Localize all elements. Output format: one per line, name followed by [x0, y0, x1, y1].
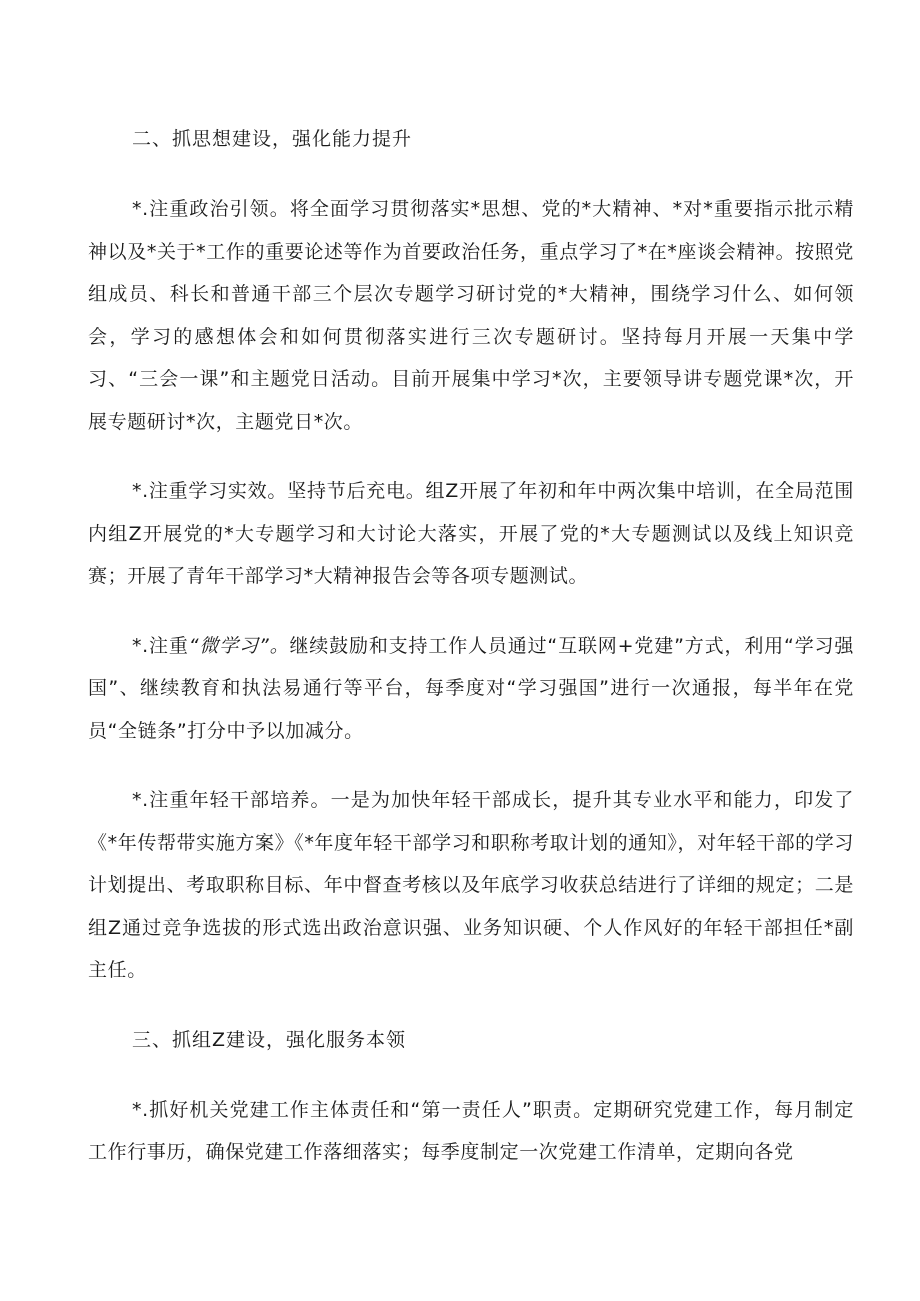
micro-learning-term: “微学习”。: [188, 634, 290, 657]
paragraph-micro-learning: [88, 625, 854, 753]
section-heading-3: 三、抓组Z建设，强化服务本领: [132, 1028, 407, 1051]
paragraph-political-guidance: *.注重政治引领。将全面学习贯彻落实*思想、党的*大精神、*对*重要指示批示精神以及*关于*工作的重要论述等作为首要政治任务，重点学习了*在*座谈会精神。按照党组成员、科长和普通干部三个层次专题学习研讨党的*大精神，围绕学习什么、如何领会，学习的感想体会和如何贯彻落实进行三次专题研讨。坚持每月开展一天集中学习、“三会一课”和主题党日活动。目前开展集中学习*次，主要领导讲专题党课*次，开展专题研讨*次，主题党日*次。: [88, 198, 854, 433]
paragraph-prefix: *.注重: [132, 634, 189, 657]
paragraph-rest: 继续鼓励和支持工作人员通过“互联网+党建”方式，利用“学习强国”、继续教育和执法易通行等平台，每季度对“学习强国”进行一次通报，每半年在党员“全链条”打分中予以加减分。: [88, 634, 854, 742]
paragraph-party-building-responsibility: *.抓好机关党建工作主体责任和“第一责任人”职责。定期研究党建工作，每月制定工作行事历，确保党建工作落细落实；每季度制定一次党建工作清单，定期向各党: [88, 1098, 854, 1163]
paragraph-learning-effect: *.注重学习实效。坚持节后充电。组Z开展了年初和年中两次集中培训，在全局范围内组Z开展党的*大专题学习和大讨论大落实，开展了党的*大专题测试以及线上知识竞赛；开展了青年干部学习*大精神报告会等各项专题测试。: [88, 480, 854, 587]
paragraph-young-cadres: *.注重年轻干部培养。一是为加快年轻干部成长，提升其专业水平和能力，印发了《*年传帮带实施方案》《*年度年轻干部学习和职称考取计划的通知》，对年轻干部的学习计划提出、考取职称目标、年中督查考核以及年底学习收获总结进行了详细的规定；二是组Z通过竞争选拔的形式选出政治意识强、业务知识硬、个人作风好的年轻干部担任*副主任。: [88, 789, 854, 981]
section-heading-2: 二、抓思想建设，强化能力提升: [132, 128, 413, 150]
document-body: [88, 118, 854, 1201]
